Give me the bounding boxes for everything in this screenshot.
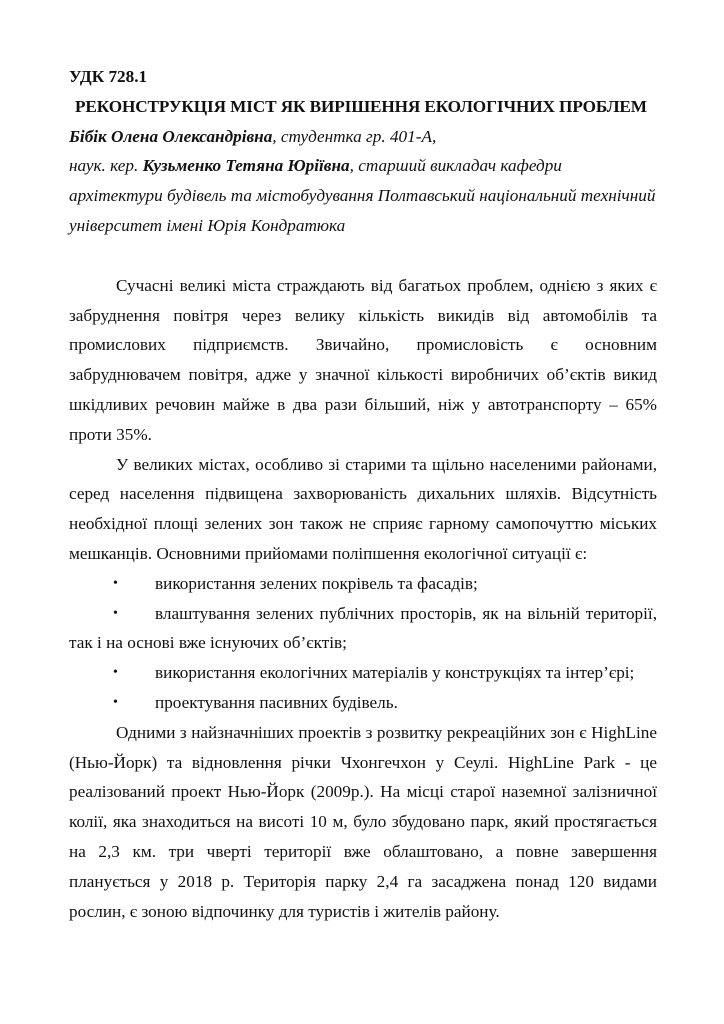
udc-code: УДК 728.1: [69, 67, 148, 86]
affiliation-line-1: архітектури будівель та містобудування Полтавський національний технічний: [69, 186, 656, 206]
list-item: [69, 658, 657, 688]
article-title: РЕКОНСТРУКЦІЯ МІСТ ЯК ВИРІШЕННЯ ЕКОЛОГІЧНИХ ПРОБЛЕМ: [75, 96, 647, 116]
author-line: [69, 122, 657, 152]
list-item-text: використання зелених покрівель та фасадів;: [155, 573, 478, 593]
affiliation-line-2: університет імені Юрія Кондратюка: [69, 215, 346, 235]
paragraph-1: Сучасні великі міста страждають від багатьох проблем, однією з яких є забруднення повітря через велику кількість викидів від автомобілів та промислових підприємств. Звичайно, промисловість є основним забруднювачем повітря, адже у значної кількості виробничих об’єктів викид шкідливих речовин майже в два рази більший, ніж у автотранспорту – 65% проти 35%.: [69, 275, 657, 444]
bullet-icon: •: [113, 694, 118, 710]
author-name: Бібік Олена Олександрівна: [69, 126, 273, 146]
bullet-icon: •: [113, 605, 118, 621]
list-item-text: проектування пасивних будівель.: [155, 692, 398, 712]
document-page: [69, 62, 657, 926]
bullet-icon: •: [113, 665, 118, 681]
supervisor-role: , старший викладач кафедри: [349, 156, 562, 176]
supervisor-prefix: наук. кер.: [69, 156, 143, 176]
list-item-text: влаштування зелених публічних просторів, як на вільній території, так і на основі вже існуючих об’єктів;: [69, 603, 657, 653]
list-item: [69, 688, 657, 718]
bullet-icon: •: [113, 575, 118, 591]
measures-list: [69, 569, 657, 718]
list-item-text: використання екологічних матеріалів у конструкціях та інтер’єрі;: [155, 663, 635, 683]
list-item: [69, 599, 657, 659]
author-role: , студентка гр. 401-А,: [272, 126, 437, 146]
paragraph-2: У великих містах, особливо зі старими та щільно населеними районами, серед населення підвищена захворюваність дихальних шляхів. Відсутність необхідної площі зелених зон також не сприяє гарному самопочуттю міських мешканців. Основними прийомами поліпшення екологічної ситуації є:: [69, 454, 657, 563]
section-spacer: [69, 241, 657, 271]
supervisor-line: [69, 151, 657, 181]
supervisor-name: Кузьменко Тетяна Юріївна: [142, 156, 350, 176]
list-item: [69, 569, 657, 599]
paragraph-3: Одними з найзначніших проектів з розвитку рекреаційних зон є HighLine (Нью-Йорк) та відновлення річки Чхонгечхон у Сеулі. HighLine Park - це реалізований проект Нью-Йорк (2009р.). На місці старої наземної залізничної колії, яка знаходиться на висоті 10 м, було збудовано парк, який простягається на 2,3 км. три чверті території вже облаштовано, а повне завершення планується у 2018 р. Територія парку 2,4 га засаджена понад 120 видами рослин, є зоною відпочинку для туристів і жителів району.: [69, 722, 657, 921]
